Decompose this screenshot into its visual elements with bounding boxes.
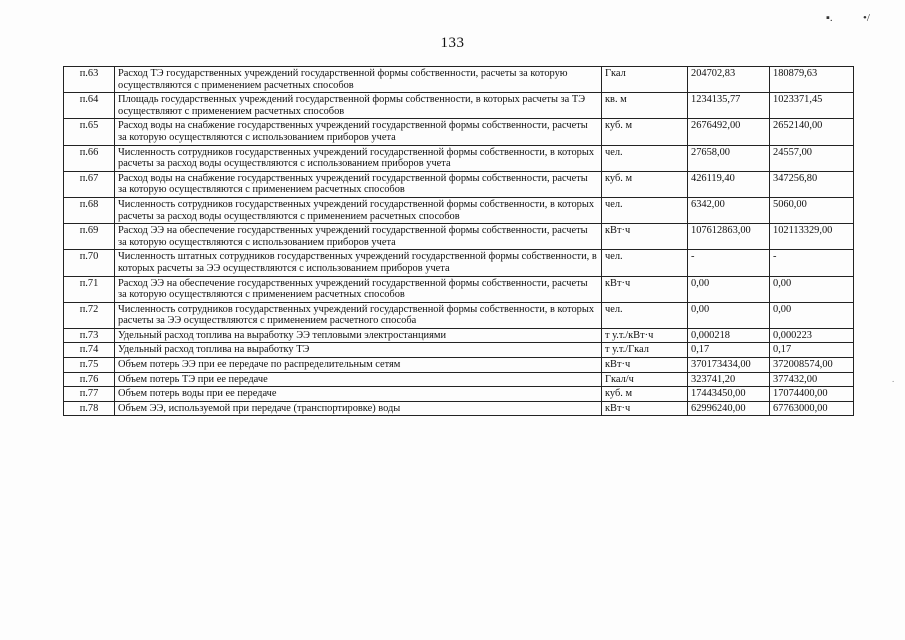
row-value-1: 0,00 (688, 276, 770, 302)
row-description: Численность сотрудников государственных учреждений государственной формы собственности, в которых расчеты за ЭЭ осуществляются с применением расчетного способа (115, 302, 602, 328)
row-value-2: 24557,00 (770, 145, 854, 171)
row-value-2: 1023371,45 (770, 93, 854, 119)
row-value-2: - (770, 250, 854, 276)
row-value-2: 0,000223 (770, 328, 854, 343)
table-row (64, 302, 854, 328)
row-description: Объем потерь воды при ее передаче (115, 387, 602, 402)
row-value-1: 62996240,00 (688, 401, 770, 416)
row-number: п.66 (64, 145, 115, 171)
row-description: Численность сотрудников государственных учреждений государственной формы собственности, в которых расчеты за расход воды осуществляются с использованием приборов учета (115, 145, 602, 171)
row-unit: т у.т./кВт·ч (602, 328, 688, 343)
row-number: п.78 (64, 401, 115, 416)
row-unit: кВт·ч (602, 358, 688, 373)
row-value-2: 347256,80 (770, 171, 854, 197)
row-unit: куб. м (602, 387, 688, 402)
row-number: п.76 (64, 372, 115, 387)
row-value-2: 17074400,00 (770, 387, 854, 402)
row-unit: Гкал/ч (602, 372, 688, 387)
row-value-1: 370173434,00 (688, 358, 770, 373)
scan-mark: •/ (863, 12, 870, 24)
row-value-1: 27658,00 (688, 145, 770, 171)
row-number: п.65 (64, 119, 115, 145)
row-value-1: 2676492,00 (688, 119, 770, 145)
row-value-1: 1234135,77 (688, 93, 770, 119)
row-value-1: - (688, 250, 770, 276)
table-row (64, 250, 854, 276)
row-unit: чел. (602, 250, 688, 276)
row-unit: т у.т./Гкал (602, 343, 688, 358)
table-row (64, 372, 854, 387)
row-unit: кВт·ч (602, 276, 688, 302)
row-unit: кВт·ч (602, 401, 688, 416)
row-value-1: 323741,20 (688, 372, 770, 387)
row-number: п.73 (64, 328, 115, 343)
row-number: п.72 (64, 302, 115, 328)
row-description: Объем потерь ТЭ при ее передаче (115, 372, 602, 387)
row-description: Расход ТЭ государственных учреждений государственной формы собственности, расчеты за которую осуществляются с применением расчетных способов (115, 67, 602, 93)
row-description: Объем потерь ЭЭ при ее передаче по распределительным сетям (115, 358, 602, 373)
row-number: п.68 (64, 197, 115, 223)
row-value-1: 426119,40 (688, 171, 770, 197)
row-description: Численность сотрудников государственных учреждений государственной формы собственности, в которых расчеты за расход воды осуществляются с применением расчетных способов (115, 197, 602, 223)
row-value-1: 0,00 (688, 302, 770, 328)
row-value-1: 0,000218 (688, 328, 770, 343)
table-row (64, 119, 854, 145)
row-description: Удельный расход топлива на выработку ЭЭ тепловыми электростанциями (115, 328, 602, 343)
row-unit: куб. м (602, 119, 688, 145)
row-number: п.77 (64, 387, 115, 402)
row-description: Объем ЭЭ, используемой при передаче (транспортировке) воды (115, 401, 602, 416)
row-unit: чел. (602, 302, 688, 328)
row-number: п.75 (64, 358, 115, 373)
table-row (64, 401, 854, 416)
row-unit: чел. (602, 145, 688, 171)
row-unit: куб. м (602, 171, 688, 197)
row-number: п.69 (64, 224, 115, 250)
row-description: Удельный расход топлива на выработку ТЭ (115, 343, 602, 358)
row-value-1: 17443450,00 (688, 387, 770, 402)
table-row (64, 387, 854, 402)
row-value-2: 372008574,00 (770, 358, 854, 373)
row-value-2: 67763000,00 (770, 401, 854, 416)
row-number: п.64 (64, 93, 115, 119)
table-row (64, 197, 854, 223)
row-value-1: 6342,00 (688, 197, 770, 223)
table-row (64, 67, 854, 93)
row-unit: кв. м (602, 93, 688, 119)
table-row (64, 328, 854, 343)
row-description: Расход воды на снабжение государственных учреждений государственной формы собственности, расчеты за которую осуществляются с использованием приборов учета (115, 119, 602, 145)
row-description: Площадь государственных учреждений государственной формы собственности, в которых расчеты за ТЭ осуществляют с применением расчетных способов (115, 93, 602, 119)
table-row (64, 171, 854, 197)
row-description: Расход ЭЭ на обеспечение государственных учреждений государственной формы собственности, расчеты за которую осуществляются с использованием приборов учета (115, 224, 602, 250)
row-number: п.63 (64, 67, 115, 93)
row-value-1: 204702,83 (688, 67, 770, 93)
table-row (64, 93, 854, 119)
row-value-2: 377432,00 (770, 372, 854, 387)
row-value-2: 102113329,00 (770, 224, 854, 250)
row-description: Расход ЭЭ на обеспечение государственных учреждений государственной формы собственности, расчеты за которую осуществляются с применением расчетных способов (115, 276, 602, 302)
row-value-1: 107612863,00 (688, 224, 770, 250)
row-value-2: 180879,63 (770, 67, 854, 93)
row-value-1: 0,17 (688, 343, 770, 358)
row-unit: чел. (602, 197, 688, 223)
row-unit: кВт·ч (602, 224, 688, 250)
scan-mark: ▪. (826, 12, 833, 24)
row-unit: Гкал (602, 67, 688, 93)
row-value-2: 0,17 (770, 343, 854, 358)
row-number: п.74 (64, 343, 115, 358)
table-row (64, 343, 854, 358)
row-value-2: 0,00 (770, 276, 854, 302)
table-row (64, 276, 854, 302)
row-value-2: 0,00 (770, 302, 854, 328)
table-row (64, 358, 854, 373)
table-body (64, 67, 854, 416)
table-row (64, 224, 854, 250)
row-number: п.67 (64, 171, 115, 197)
row-number: п.71 (64, 276, 115, 302)
indicators-table (63, 66, 854, 416)
row-description: Численность штатных сотрудников государственных учреждений государственной формы собственности, в которых расчеты за ЭЭ осуществляются с использованием приборов учета (115, 250, 602, 276)
page-number: 133 (440, 35, 465, 51)
row-description: Расход воды на снабжение государственных учреждений государственной формы собственности, расчеты за которую осуществляются с применением расчетных способов (115, 171, 602, 197)
row-number: п.70 (64, 250, 115, 276)
scan-mark: . (892, 374, 895, 384)
table-row (64, 145, 854, 171)
row-value-2: 5060,00 (770, 197, 854, 223)
row-value-2: 2652140,00 (770, 119, 854, 145)
